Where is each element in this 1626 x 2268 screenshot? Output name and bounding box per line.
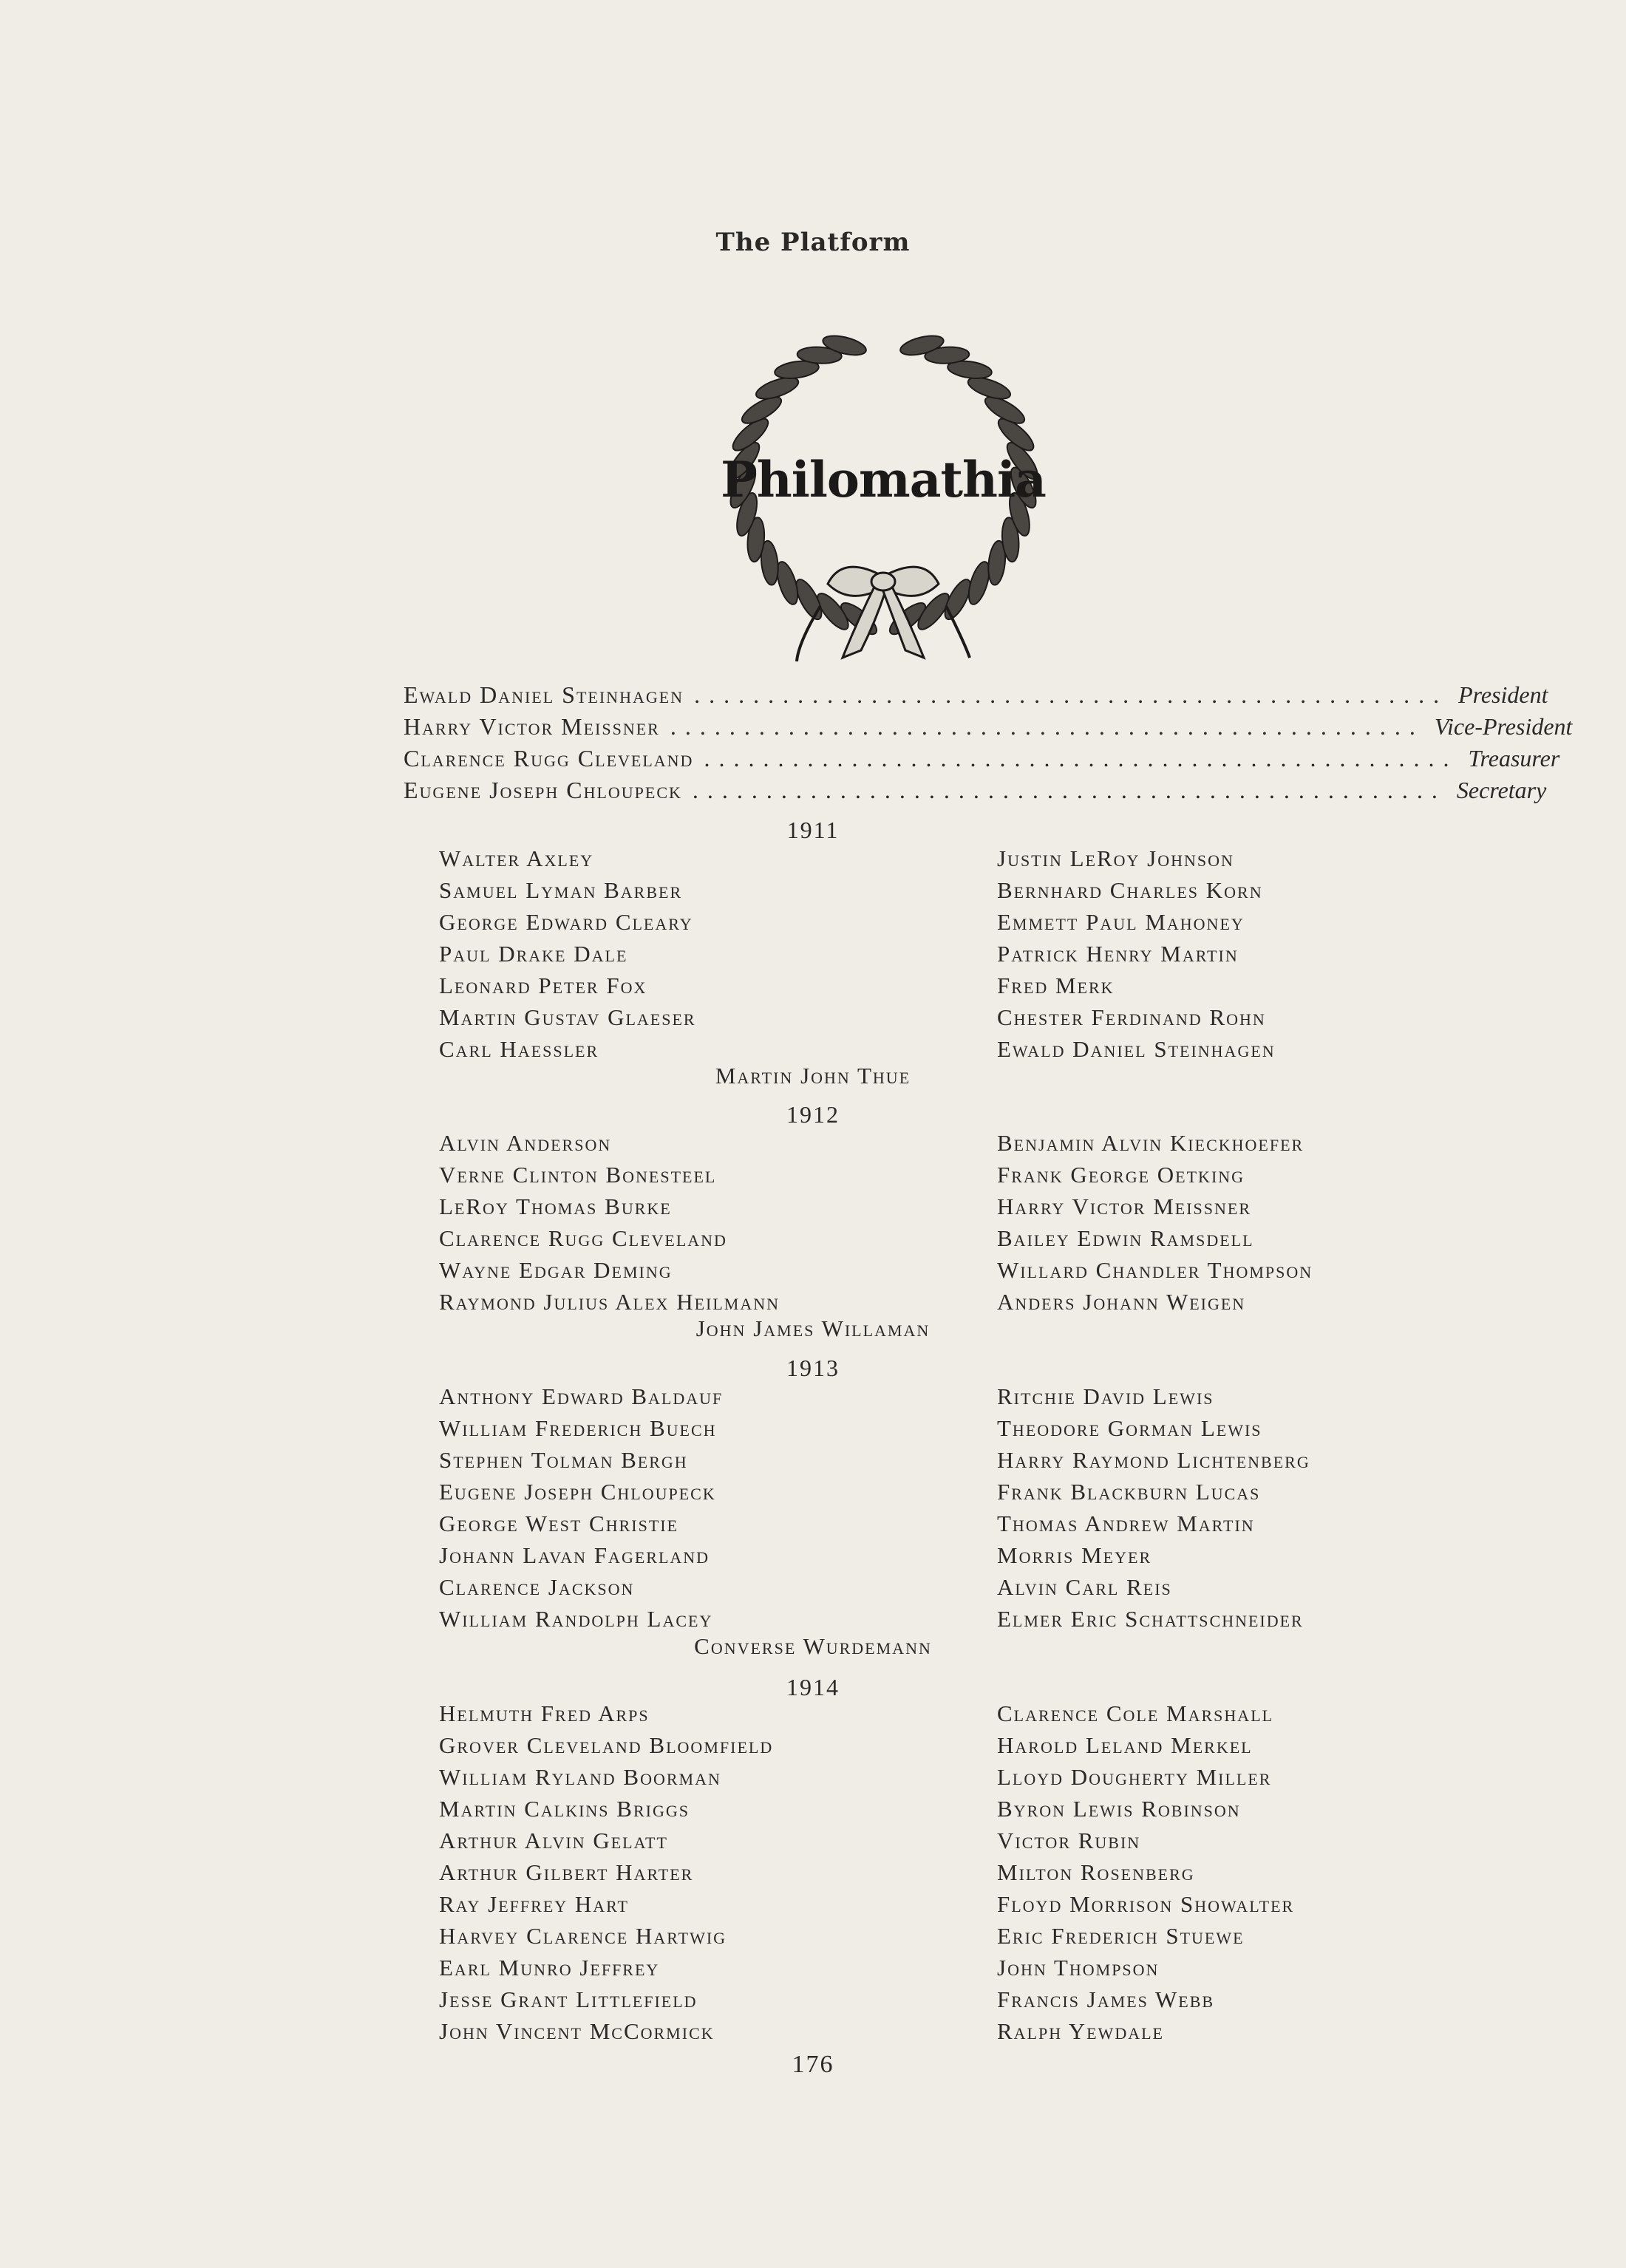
member-name: Martin Calkins Briggs	[439, 1796, 690, 1822]
year-heading-1914: 1914	[786, 1674, 840, 1700]
member-name: George West Christie	[439, 1511, 679, 1536]
member-column-left	[439, 1697, 773, 2047]
member-name: Carl Haessler	[439, 1036, 599, 1062]
member-name: Emmett Paul Mahoney	[997, 909, 1245, 935]
leader-dots: ...................................................	[670, 713, 1424, 740]
member-column-left	[439, 842, 696, 1065]
member-name: Harry Raymond Lichtenberg	[997, 1447, 1310, 1473]
member-name: Ray Jeffrey Hart	[439, 1891, 629, 1917]
member-name: LeRoy Thomas Burke	[439, 1193, 672, 1219]
officer-row	[404, 745, 1560, 777]
member-name: Paul Drake Dale	[439, 941, 628, 967]
officer-row	[404, 713, 1573, 745]
member-name: Harry Victor Meissner	[997, 1193, 1252, 1219]
officer-name: Ewald Daniel Steinhagen	[404, 681, 684, 708]
member-name: Theodore Gorman Lewis	[997, 1415, 1262, 1441]
member-name: Victor Rubin	[997, 1828, 1141, 1853]
member-name: Clarence Cole Marshall	[997, 1700, 1274, 1726]
member-name-centered: Martin John Thue	[715, 1063, 911, 1089]
member-name: Floyd Morrison Showalter	[997, 1891, 1295, 1917]
member-name: Patrick Henry Martin	[997, 941, 1239, 967]
member-name: Ralph Yewdale	[997, 2018, 1164, 2044]
member-name: Willard Chandler Thompson	[997, 1257, 1313, 1283]
member-name: Walter Axley	[439, 845, 594, 871]
member-name: Earl Munro Jeffrey	[439, 1955, 660, 1981]
member-name: Ritchie David Lewis	[997, 1383, 1214, 1409]
member-name: Clarence Rugg Cleveland	[439, 1225, 727, 1251]
member-name: Stephen Tolman Bergh	[439, 1447, 688, 1473]
member-name: Lloyd Dougherty Miller	[997, 1764, 1272, 1790]
member-name: Eugene Joseph Chloupeck	[439, 1479, 716, 1505]
member-name: Johann Lavan Fagerland	[439, 1542, 710, 1568]
year-heading-1912: 1912	[786, 1101, 840, 1128]
officer-role: President	[1458, 681, 1548, 708]
member-name-centered: John James Willaman	[695, 1315, 931, 1341]
member-name: William Ryland Boorman	[439, 1764, 721, 1790]
member-column-left	[439, 1127, 780, 1318]
officer-row	[404, 777, 1547, 808]
running-header: The Platform	[715, 228, 911, 257]
officer-row	[404, 681, 1548, 713]
officer-name: Harry Victor Meissner	[404, 713, 660, 740]
member-name: Byron Lewis Robinson	[997, 1796, 1241, 1822]
officers-list	[404, 681, 1573, 808]
member-name: George Edward Cleary	[439, 909, 693, 935]
member-name: Elmer Eric Schattschneider	[997, 1606, 1304, 1632]
member-name: Arthur Gilbert Harter	[439, 1859, 694, 1885]
officer-role: Treasurer	[1468, 745, 1560, 772]
officer-name: Clarence Rugg Cleveland	[404, 745, 694, 772]
member-name: Anthony Edward Baldauf	[439, 1383, 724, 1409]
society-title: Philomathia	[721, 451, 1046, 508]
leader-dots: ...................................................	[694, 681, 1449, 708]
officer-role: Vice-President	[1434, 713, 1573, 740]
member-name: Martin Gustav Glaeser	[439, 1004, 696, 1030]
member-name: Raymond Julius Alex Heilmann	[439, 1289, 780, 1315]
member-name: Frank Blackburn Lucas	[997, 1479, 1261, 1505]
year-heading-1911: 1911	[786, 817, 840, 843]
member-name: Benjamin Alvin Kieckhoefer	[997, 1130, 1304, 1156]
member-name: Grover Cleveland Bloomfield	[439, 1732, 774, 1758]
member-name: Harvey Clarence Hartwig	[439, 1923, 727, 1949]
officer-role: Secretary	[1456, 777, 1547, 803]
leader-dots: ...................................................	[692, 777, 1446, 803]
member-name: Leonard Peter Fox	[439, 973, 647, 998]
member-column-right	[997, 1697, 1294, 2047]
member-name: Thomas Andrew Martin	[997, 1511, 1255, 1536]
member-name: Chester Ferdinand Rohn	[997, 1004, 1266, 1030]
member-name: William Randolph Lacey	[439, 1606, 713, 1632]
member-name: Anders Johann Weigen	[997, 1289, 1246, 1315]
officer-name: Eugene Joseph Chloupeck	[404, 777, 682, 803]
page-number: 176	[792, 2051, 834, 2078]
member-column-right	[997, 842, 1276, 1065]
year-heading-1913: 1913	[786, 1355, 840, 1381]
member-column-left	[439, 1380, 723, 1635]
member-name: William Frederich Buech	[439, 1415, 717, 1441]
member-name: Harold Leland Merkel	[997, 1732, 1253, 1758]
member-name: Morris Meyer	[997, 1542, 1152, 1568]
member-name: Milton Rosenberg	[997, 1859, 1195, 1885]
member-name: Eric Frederich Stuewe	[997, 1923, 1245, 1949]
member-name: John Vincent McCormick	[439, 2018, 715, 2044]
wreath-emblem	[710, 310, 1057, 680]
member-name: Jesse Grant Littlefield	[439, 1986, 698, 2012]
member-name: Justin LeRoy Johnson	[997, 845, 1234, 871]
member-name: Samuel Lyman Barber	[439, 877, 683, 903]
member-name: Alvin Carl Reis	[997, 1574, 1172, 1600]
member-name: Bailey Edwin Ramsdell	[997, 1225, 1254, 1251]
member-name: Arthur Alvin Gelatt	[439, 1828, 668, 1853]
member-column-right	[997, 1380, 1310, 1635]
member-name: Helmuth Fred Arps	[439, 1700, 650, 1726]
leader-dots: ...................................................	[704, 745, 1458, 772]
member-name: Fred Merk	[997, 973, 1115, 998]
member-name: Frank George Oetking	[997, 1162, 1245, 1188]
member-name: Clarence Jackson	[439, 1574, 635, 1600]
member-name: Bernhard Charles Korn	[997, 877, 1263, 903]
member-name: Ewald Daniel Steinhagen	[997, 1036, 1276, 1062]
member-name: Wayne Edgar Deming	[439, 1257, 673, 1283]
member-column-right	[997, 1127, 1313, 1318]
member-name: John Thompson	[997, 1955, 1160, 1981]
member-name: Alvin Anderson	[439, 1130, 612, 1156]
member-name: Verne Clinton Bonesteel	[439, 1162, 717, 1188]
member-name-centered: Converse Wurdemann	[694, 1633, 932, 1659]
member-name: Francis James Webb	[997, 1986, 1215, 2012]
